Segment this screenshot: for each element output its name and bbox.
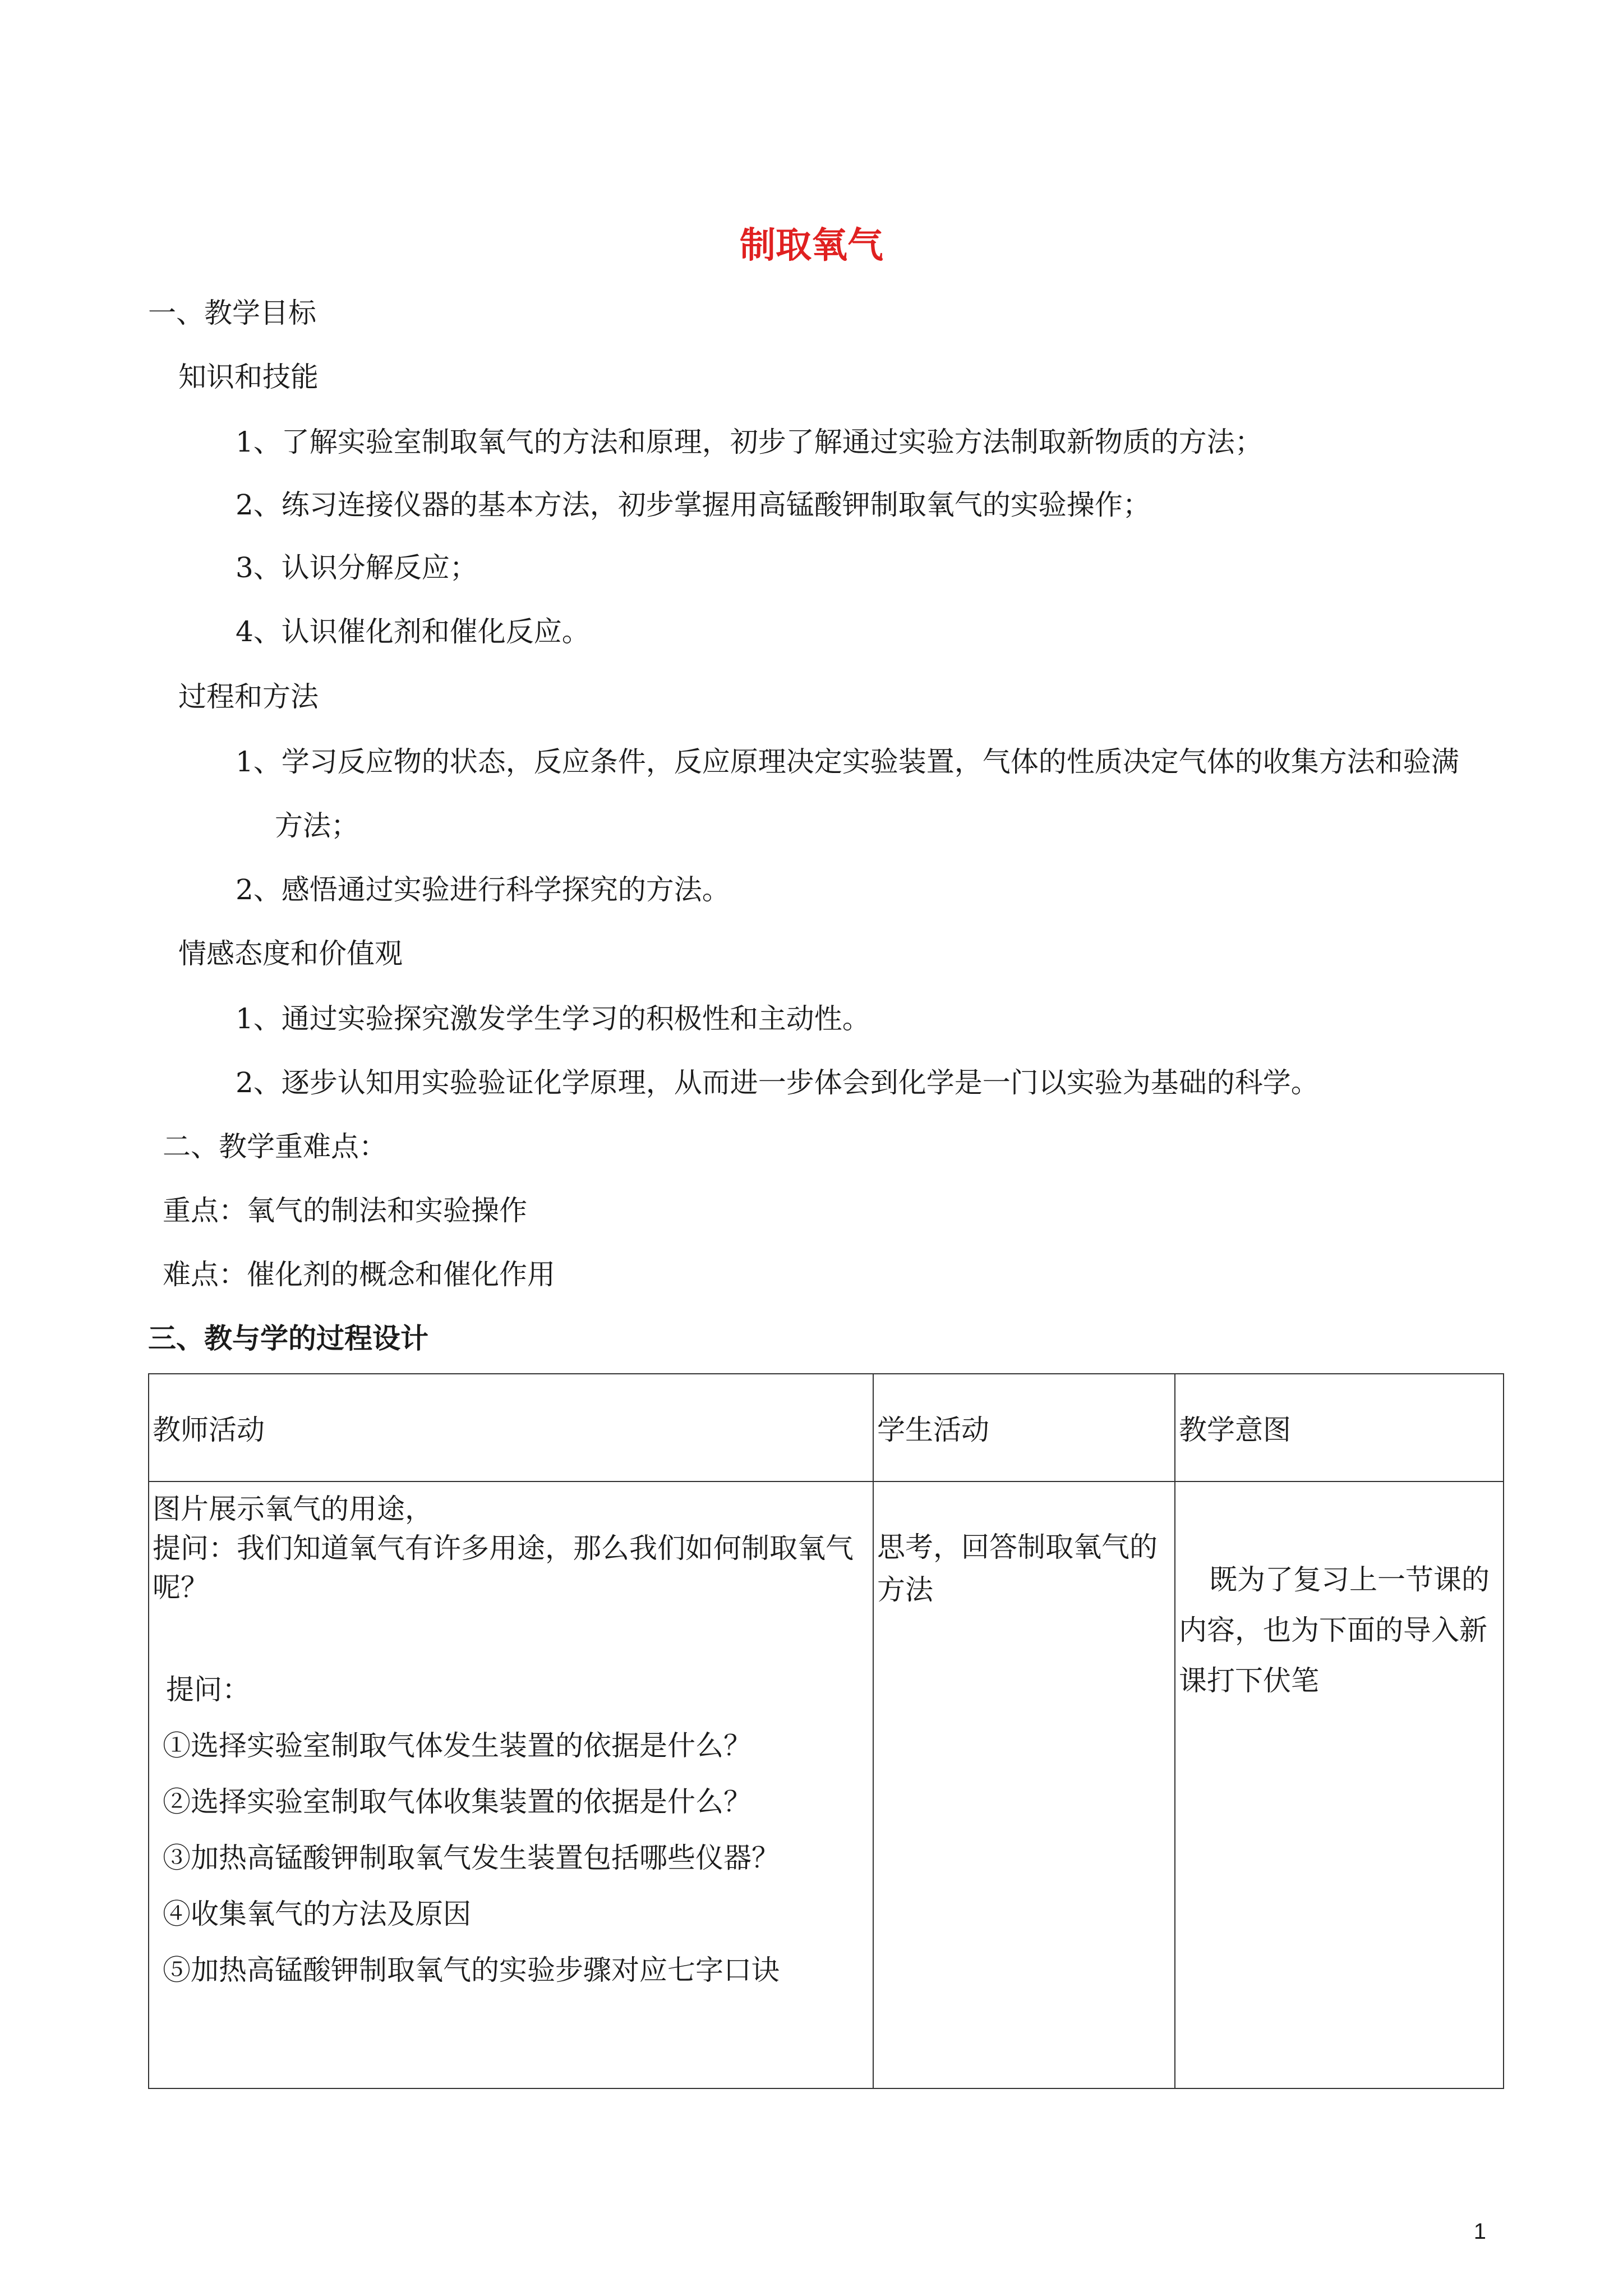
knowledge-heading: 知识和技能	[178, 361, 319, 393]
page-number: 1	[1473, 2219, 1486, 2244]
emotion-item: 2、逐步认知用实验验证化学原理，从而进一步体会到化学是一门以实验为基础的科学。	[236, 1066, 1319, 1099]
header-student-activity: 学生活动	[873, 1374, 1175, 1481]
header-teaching-intent: 教学意图	[1175, 1374, 1504, 1481]
section-1-heading: 一、教学目标	[148, 297, 316, 329]
knowledge-item: 3、认识分解反应；	[236, 551, 478, 584]
student-activity-cell	[873, 1481, 1175, 2088]
teacher-line: ①选择实验室制取气体发生装置的依据是什么？	[163, 1729, 751, 1762]
teacher-activity-cell	[149, 1481, 873, 2088]
process-item-1-line-1: 1、学习反应物的状态，反应条件，反应原理决定实验装置，气体的性质决定气体的收集方法和验满	[236, 746, 1459, 778]
key-point: 重点：氧气的制法和实验操作	[163, 1194, 527, 1227]
difficult-point: 难点：催化剂的概念和催化作用	[163, 1258, 555, 1291]
process-heading: 过程和方法	[178, 680, 319, 713]
emotion-heading: 情感态度和价值观	[178, 937, 403, 970]
teacher-line: ③加热高锰酸钾制取氧气发生装置包括哪些仪器？	[163, 1842, 780, 1874]
teacher-line: ④收集氧气的方法及原因	[163, 1898, 471, 1930]
knowledge-item: 1、了解实验室制取氧气的方法和原理，初步了解通过实验方法制取新物质的方法；	[236, 426, 1263, 458]
student-line: 思考，回答制取氧气的	[877, 1531, 1158, 1563]
student-line: 方法	[877, 1573, 933, 1606]
teacher-line: 图片展示氧气的用途，	[153, 1493, 433, 1525]
header-teacher-activity: 教师活动	[149, 1374, 873, 1481]
teacher-line: ⑤加热高锰酸钾制取氧气的实验步骤对应七字口诀	[163, 1954, 780, 1986]
process-item-2: 2、感悟通过实验进行科学探究的方法。	[236, 873, 730, 906]
document-title: 制取氧气	[740, 225, 883, 266]
process-item-1-line-2: 方法；	[275, 809, 359, 842]
lesson-process-table	[148, 1373, 1504, 2089]
table-row	[149, 1481, 1504, 2088]
emotion-item: 1、通过实验探究激发学生学习的积极性和主动性。	[236, 1002, 870, 1035]
teacher-line	[153, 1610, 873, 1673]
section-2-heading: 二、教学重难点：	[163, 1130, 387, 1163]
intent-line: 既为了复习上一节课的	[1209, 1563, 1490, 1596]
teacher-line: 提问：	[166, 1673, 250, 1706]
section-3-heading: 三、教与学的过程设计	[148, 1322, 428, 1355]
intent-line: 课打下伏笔	[1179, 1664, 1319, 1697]
table-header-row	[149, 1374, 1504, 1481]
teaching-intent-cell	[1175, 1481, 1504, 2088]
teacher-line: ②选择实验室制取气体收集装置的依据是什么？	[163, 1786, 751, 1818]
knowledge-item: 4、认识催化剂和催化反应。	[236, 615, 590, 648]
teacher-line: 呢？	[153, 1571, 209, 1604]
knowledge-item: 2、练习连接仪器的基本方法，初步掌握用高锰酸钾制取氧气的实验操作；	[236, 489, 1151, 521]
teacher-line: 提问：我们知道氧气有许多用途，那么我们如何制取氧气	[153, 1532, 854, 1565]
intent-line: 内容，也为下面的导入新	[1179, 1614, 1487, 1646]
